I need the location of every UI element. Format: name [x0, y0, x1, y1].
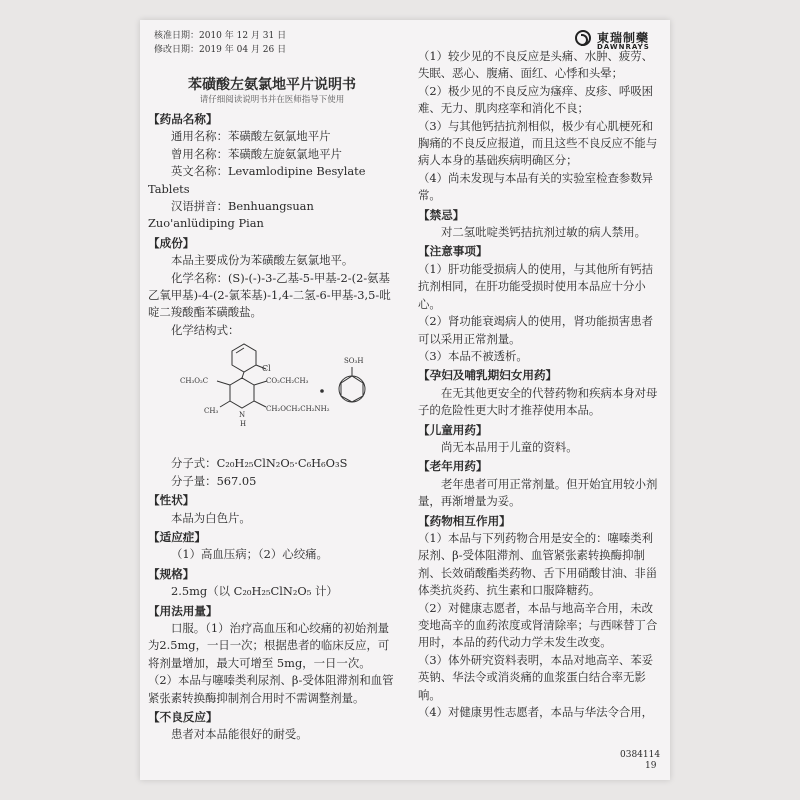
section-precautions: 【注意事项】 — [418, 244, 488, 259]
molecular-formula: 分子式：C₂₀H₂₅ClN₂O₅·C₆H₆O₃S — [171, 456, 348, 471]
adverse-item-1: （1）较少见的不良反应是头痛、水肿、疲劳、失眠、恶心、腹痛、面红、心悸和头晕； — [418, 49, 654, 81]
interaction-1: （1）本品与下列药物合用是安全的：噻嗪类利尿剂、β-受体阻滞剂、血管紧张素转换酶抑制剂、长效硝酸酯类药物、舌下用硝酸甘油、非甾体类抗炎药、抗生素和口服降糖药。 — [418, 530, 658, 598]
section-geriatric: 【老年用药】 — [418, 459, 488, 474]
geriatric-text: 老年患者可用正常剂量。但开始宜用较小剂量，再渐增量为妥。 — [418, 476, 658, 509]
label-so3h: SO₃H — [344, 357, 364, 366]
page-number: 19 — [645, 761, 657, 771]
section-pregnancy: 【孕妇及哺乳期妇女用药】 — [418, 368, 558, 383]
structure-diagram — [162, 343, 392, 451]
logo-cn: 東瑞制藥 — [597, 31, 650, 45]
section-composition: 【成份】 — [148, 235, 195, 250]
former-name: 曾用名称：苯磺酸左旋氨氯地平片 — [171, 146, 342, 161]
label-left-ester: CH₃O₂C — [180, 377, 209, 386]
document-subtitle: 请仔细阅读说明书并在医师指导下使用 — [199, 95, 345, 105]
chemical-structure — [148, 343, 396, 451]
precaution-1: （1）肝功能受损病人的使用，与其他所有钙拮抗剂相同，在肝功能受损时使用本品应十分小心。 — [418, 261, 654, 311]
leaflet-sheet — [140, 20, 670, 780]
precaution-2: （2）肾功能衰竭病人的使用，肾功能损害患者可以采用正常剂量。 — [418, 314, 654, 346]
logo-en: DAWNRAYS — [597, 43, 650, 51]
print-code: 0384114 — [620, 750, 661, 760]
adverse-item-2: （2）极少见的不良反应为瘙痒、皮疹、呼吸困难、无力、肌肉痉挛和消化不良； — [418, 83, 654, 116]
left-column — [148, 76, 396, 744]
section-indications: 【适应症】 — [148, 529, 206, 544]
label-side-chain: CH₂OCH₂CH₂NH₂ — [266, 405, 330, 414]
contraindications-text: 对二氢吡啶类钙拮抗剂过敏的病人禁用。 — [441, 225, 647, 240]
molecular-weight: 分子量：567.05 — [171, 473, 257, 488]
pediatric-text: 尚无本品用于儿童的资料。 — [441, 439, 578, 454]
generic-name: 通用名称：苯磺酸左氨氯地平片 — [171, 129, 331, 144]
section-contraindications: 【禁忌】 — [418, 207, 465, 222]
label-right-ester: CO₂CH₂CH₃ — [266, 377, 309, 386]
composition-main: 本品主要成份为苯磺酸左氨氯地平。 — [171, 253, 354, 268]
adverse-item-3: （3）与其他钙拮抗剂相似，极少有心肌梗死和胸痛的不良反应报道，而且这些不良反应不能与病人本身的基础疾病明确区分； — [418, 118, 658, 168]
label-h: H — [240, 420, 247, 429]
usage-text-1: 口服。（1）治疗高血压和心绞痛的初始剂量为2.5mg，一日一次；根据患者的临床反应，可将剂量增加，最大可增至 5mg，一日一次。 — [148, 620, 390, 670]
section-interactions: 【药物相互作用】 — [418, 513, 511, 528]
specification-text: 2.5mg（以 C₂₀H₂₅ClN₂O₅ 计） — [171, 584, 338, 599]
section-specification: 【规格】 — [148, 566, 195, 581]
section-drug-name: 【药品名称】 — [148, 112, 218, 126]
adverse-item-4: （4）尚未发现与本品有关的实验室检查参数异常。 — [418, 170, 654, 203]
revision-date: 修改日期：2019 年 04 月 26 日 — [154, 45, 287, 55]
section-adverse-reactions: 【不良反应】 — [148, 709, 218, 724]
structure-label: 化学结构式： — [171, 322, 240, 337]
interaction-2: （2）对健康志愿者，本品与地高辛合用，未改变地高辛的血药浓度或肾清除率；与西咪替丁合用时，本品的药代动力学未发生改变。 — [418, 600, 658, 650]
interaction-4: （4）对健康男性志愿者，本品与华法令合用， — [418, 705, 654, 720]
section-properties: 【性状】 — [148, 493, 195, 508]
chemical-name: 化学名称：(S)-(-)-3-乙基-5-甲基-2-(2-氨基乙氧甲基)-4-(2-氯苯基)-1,4-二氢-6-甲基-3,5-吡啶二羧酸酯苯磺酸盐。 — [148, 270, 391, 320]
adverse-intro: 患者对本品能很好的耐受。 — [171, 727, 308, 742]
section-usage: 【用法用量】 — [148, 603, 218, 618]
section-pediatric: 【儿童用药】 — [418, 422, 488, 437]
english-name: 英文名称：Levamlodipine Besylate Tablets — [148, 164, 366, 196]
dot-separator — [320, 389, 324, 393]
approval-date: 核准日期：2010 年 12 月 31 日 — [154, 31, 287, 41]
pinyin-name: 汉语拼音：Benhuangsuan Zuo'anlüdiping Pian — [148, 199, 314, 231]
properties-text: 本品为白色片。 — [171, 510, 251, 525]
right-column — [418, 48, 660, 721]
precaution-3: （3）本品不被透析。 — [418, 348, 528, 363]
indications-text: （1）高血压病；（2）心绞痛。 — [171, 547, 328, 562]
label-methyl: CH₃ — [204, 407, 219, 416]
label-cl: Cl — [262, 364, 271, 374]
pregnancy-text: 在无其他更安全的代替药物和疾病本身对母子的危险性更大时才推荐使用本品。 — [418, 385, 658, 418]
interaction-3: （3）体外研究资料表明，本品对地高辛、苯妥英钠、华法令或消炎痛的血浆蛋白结合率无影响。 — [418, 652, 654, 702]
dates-block — [154, 29, 286, 57]
document-title: 苯磺酸左氨氯地平片说明书 — [188, 77, 356, 93]
logo-mark-icon — [575, 30, 591, 46]
label-nh: N — [239, 411, 246, 420]
usage-text-2: （2）本品与噻嗪类利尿剂、β-受体阻滞剂和血管紧张素转换酶抑制剂合用时不需调整剂量。 — [148, 673, 394, 705]
